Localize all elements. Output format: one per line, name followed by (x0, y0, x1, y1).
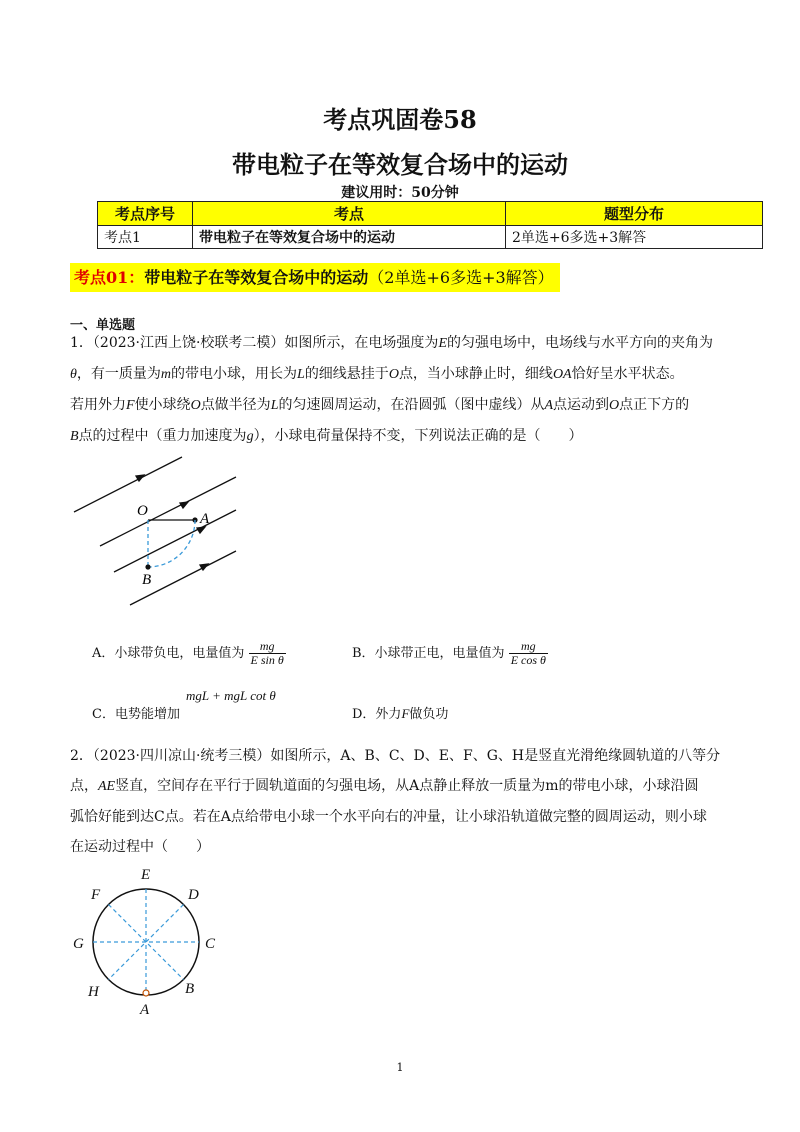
field-line (114, 510, 236, 572)
q1-line-1 (70, 328, 730, 359)
fraction (249, 640, 286, 667)
var-F: F (401, 706, 410, 721)
q1-text: 的匀速圆周运动，在沿圆弧（图中虚线）从 (278, 397, 545, 413)
var-m: m (160, 367, 172, 382)
question-type-heading: 一、单选题 (70, 318, 136, 333)
field-line (74, 457, 182, 512)
label-G: G (73, 936, 84, 952)
q2-figure (73, 860, 228, 1020)
section-name: 带电粒子在等效复合场中的运动 (144, 268, 369, 287)
option-D (352, 703, 448, 722)
label-E: E (141, 867, 151, 883)
section-number: 考点01： (74, 268, 145, 287)
table-header: 题型分布 (506, 202, 763, 226)
q2-text: 点， (70, 778, 98, 794)
q1-text: 使小球绕 (134, 397, 191, 413)
fraction-numerator: mg (249, 640, 286, 654)
q1-text: 点做半径为 (200, 397, 271, 413)
q2-text: 竖直，空间存在平行于圆轨道面的匀强电场，从A点静止释放一质量为m的带电小球，小球沿圆 (115, 778, 699, 794)
q1-text: 的带电小球，用长为 (171, 366, 298, 382)
var-B: B (70, 429, 79, 444)
table-cell: 带电粒子在等效复合场中的运动 (193, 226, 506, 249)
q2-line-2 (70, 771, 730, 802)
table-header: 考点 (193, 202, 506, 226)
q2-line-1: 2．（2023·四川凉山·统考三模）如图所示，A、B、C、D、E、F、G、H是竖直光滑绝缘圆轨道的八等分 (70, 748, 721, 764)
option-text: A．小球带负电，电量值为 (92, 646, 245, 661)
q1-text: 点，当小球静止时，细线 (398, 366, 553, 382)
question-2 (70, 741, 730, 862)
table-header-row (98, 202, 763, 226)
option-A (92, 640, 286, 667)
var-O: O (190, 398, 201, 413)
time-hint: 建议用时：50分钟 (341, 185, 459, 201)
label-F: F (91, 887, 101, 903)
label-A: A (140, 1002, 150, 1018)
option-text: B．小球带正电，电量值为 (352, 646, 505, 661)
section-distribution: （2单选+6多选+3解答） (368, 268, 554, 287)
q2-line-4: 在运动过程中（ ） (70, 839, 210, 855)
q1-line-3 (70, 390, 730, 421)
var-L: L (270, 398, 279, 413)
q1-text: 的细线悬挂于 (304, 366, 389, 382)
section-heading (70, 263, 560, 292)
q1-text: ），小球电荷量保持不变，下列说法正确的是（ ） (253, 428, 583, 444)
table-cell: 2单选+6多选+3解答 (506, 226, 763, 249)
table-header: 考点序号 (98, 202, 193, 226)
var-O: O (609, 398, 620, 413)
table-row (98, 226, 763, 249)
var-g: g (246, 429, 254, 444)
option-text: D．外力 (352, 707, 402, 722)
label-D: D (188, 887, 199, 903)
fraction-denominator: E cos θ (510, 653, 546, 667)
label-B: B (142, 572, 152, 588)
option-text: C．电势能增加 (92, 707, 180, 722)
page-title: 考点巩固卷58 (323, 105, 477, 134)
q1-text: 点的过程中（重力加速度为 (78, 428, 247, 444)
option-B (352, 640, 548, 667)
arrow-head (180, 502, 188, 508)
page-number: 1 (396, 1061, 404, 1074)
label-C: C (205, 936, 216, 952)
point-B (145, 564, 150, 569)
q1-text: 恰好呈水平状态。 (571, 366, 684, 382)
var-O: O (388, 367, 399, 382)
q1-text: 点正下方的 (619, 397, 690, 413)
var-L: L (297, 367, 305, 382)
option-C-expression: mgL + mgL cot θ (186, 688, 276, 703)
var-F: F (126, 398, 135, 413)
option-C (92, 703, 180, 722)
q1-text: 的匀强电场中，电场线与水平方向的夹角为 (447, 335, 713, 351)
q1-text: 点运动到 (553, 397, 610, 413)
q2-line-3: 弧恰好能到达C点。若在A点给带电小球一个水平向右的冲量，让小球沿轨道做完整的圆周运动，则小球 (70, 809, 707, 825)
arrow-head (197, 527, 205, 533)
label-H: H (88, 984, 99, 1000)
q1-line-4 (70, 421, 730, 452)
q1-text: ，有一质量为 (76, 366, 161, 382)
field-line (100, 477, 236, 546)
topic-table (97, 201, 763, 249)
label-B: B (185, 981, 195, 997)
label-A: A (200, 511, 210, 527)
option-text: 做负功 (409, 707, 449, 722)
fraction-numerator: mg (509, 640, 548, 654)
table-cell: 考点1 (98, 226, 193, 249)
label-O: O (137, 503, 148, 519)
fraction-denominator: E sin θ (250, 653, 284, 667)
var-theta: θ (70, 367, 77, 382)
var-AE: AE (98, 779, 116, 794)
q1-text: 1．（2023·江西上饶·校联考二模）如图所示，在电场强度为 (70, 335, 439, 351)
page-subtitle: 带电粒子在等效复合场中的运动 (232, 150, 568, 179)
q1-line-2 (70, 359, 730, 390)
question-1 (70, 328, 730, 452)
var-OA: OA (552, 367, 572, 382)
q1-text: 若用外力 (70, 397, 126, 413)
charged-ball (143, 990, 149, 996)
var-A: A (544, 398, 554, 413)
fraction (509, 640, 548, 667)
q1-figure (60, 455, 260, 605)
var-E: E (438, 336, 447, 351)
